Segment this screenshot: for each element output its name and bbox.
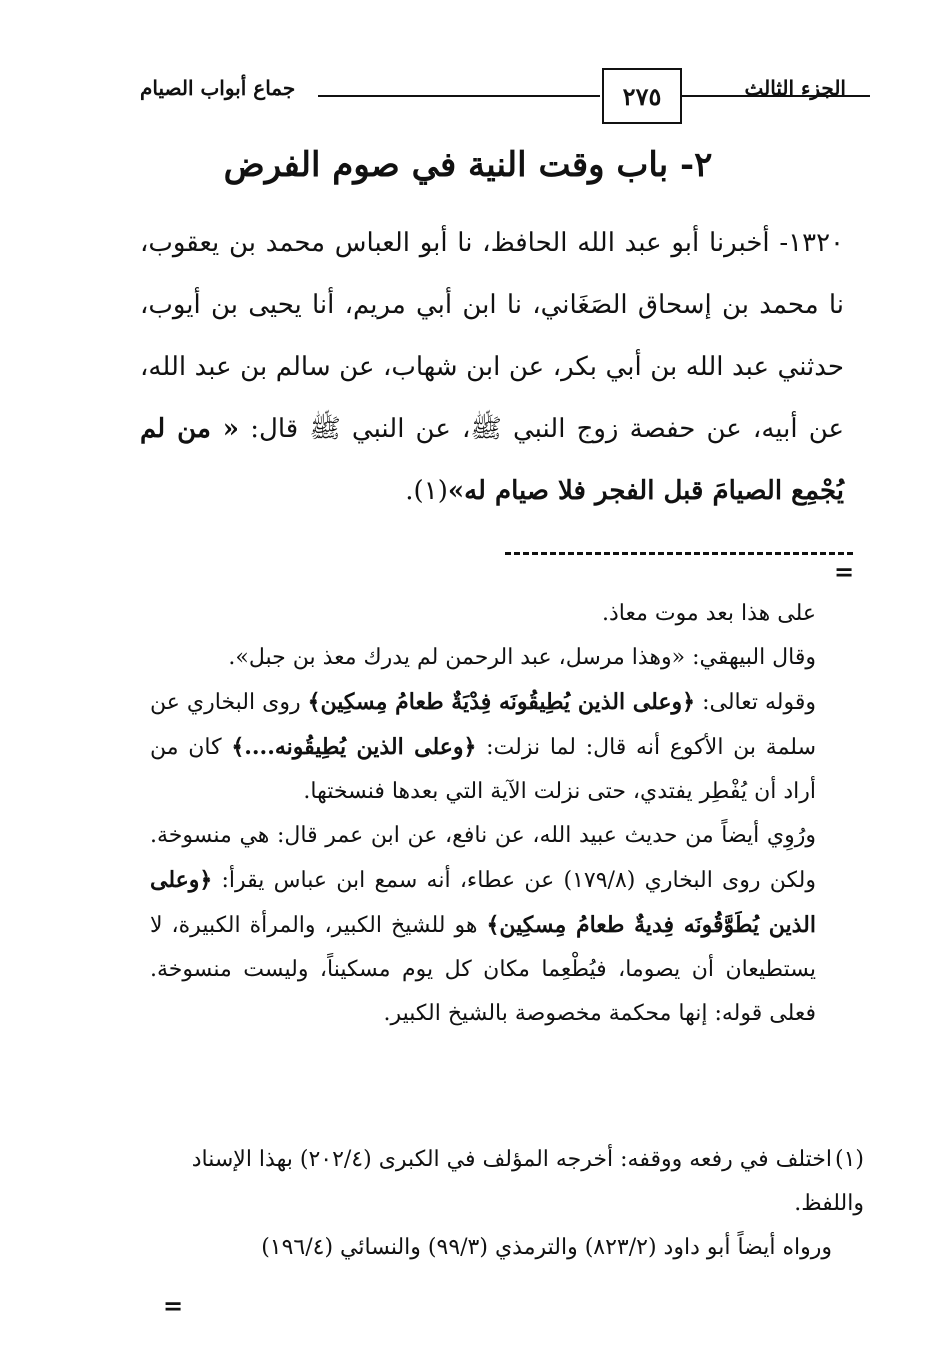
header-rule xyxy=(318,95,600,97)
footnote-separator xyxy=(505,552,853,555)
footnote-1 xyxy=(152,1138,864,1270)
quran-quote: ﴿وعلى الذين يُطِيقُونَه فِدْيَةٌ طعامُ مِسكِين﴾ xyxy=(307,689,696,715)
header-book-title: جماع أبواب الصيام xyxy=(140,76,296,100)
hadith-quote: « من لم يُجْمِع الصيامَ قبل الفجر فلا صيام له» xyxy=(140,414,844,506)
note-text: روى البخاري عن سلمة بن الأكوع أنه قال: لما نزلت: xyxy=(150,690,816,760)
note-text: هو للشيخ الكبير، والمرأة الكبيرة، لا يستطيعان أن يصوما، فيُطْعِما مكان كل يوم مسكيناً، وليست منسوخة. فعلى قوله: إنها محكمة مخصوصة بالشيخ الكبير. xyxy=(150,913,816,1026)
footnote-text: اختلف في رفعه ووقفه: أخرجه المؤلف في الكبرى (٢٠٢/٤) بهذا الإسناد واللفظ. xyxy=(191,1147,864,1216)
hadith-chain: ١٣٢٠- أخبرنا أبو عبد الله الحافظ، نا أبو العباس محمد بن يعقوب، نا محمد بن إسحاق الصَغَاني، نا ابن أبي مريم، أنا يحيى بن أيوب، حدثني عبد الله بن أبي بكر، عن ابن شهاب، عن سالم بن عبد الله، عن أبيه، عن حفصة زوج النبي ﷺ، عن النبي ﷺ قال: xyxy=(140,228,845,444)
footnote-line xyxy=(152,1138,864,1226)
page-number: ٢٧٥ xyxy=(602,68,682,124)
note-paragraph: على هذا بعد موت معاذ. xyxy=(601,601,816,626)
footnote-marker: (١) xyxy=(834,1147,864,1172)
note-paragraph xyxy=(150,814,816,1036)
hadith-text xyxy=(140,212,844,522)
note-text: ورُوِي أيضاً من حديث عبيد الله، عن نافع، عن ابن عمر قال: هي منسوخة. ولكن روى البخاري (١٧٩/٨) عن عطاء، أنه سمع ابن عباس يقرأ: xyxy=(150,823,816,893)
header-part-label: الجزء الثالث xyxy=(744,76,846,100)
continuation-mark: = xyxy=(834,557,855,586)
header-rule xyxy=(680,95,870,97)
quran-quote: ﴿وعلى الذين يُطَوَّقُونَه فِديةٌ طعامُ مِسكِين﴾ xyxy=(150,867,816,938)
hadith-footnote-ref: (١). xyxy=(405,476,448,506)
continued-notes xyxy=(150,592,816,1036)
note-text: كان من أراد أن يُفْطِر يفتدي، حتى نزلت الآية التي بعدها فنسختها. xyxy=(150,735,816,804)
footnote-line: ورواه أيضاً أبو داود (٨٢٣/٢) والترمذي (٩٩/٣) والنسائي (١٩٦/٤) xyxy=(261,1235,832,1260)
note-paragraph xyxy=(150,680,816,814)
note-text: وقوله تعالى: xyxy=(695,690,817,715)
continuation-mark: = xyxy=(163,1291,184,1320)
note-paragraph: وقال البيهقي: «وهذا مرسل، عبد الرحمن لم يدرك معذ بن جبل». xyxy=(228,645,816,670)
quran-quote: ﴿وعلى الذين يُطِيقُونه....﴾ xyxy=(231,734,477,760)
chapter-title: ٢- باب وقت النية في صوم الفرض xyxy=(223,145,713,185)
running-header xyxy=(140,62,846,132)
